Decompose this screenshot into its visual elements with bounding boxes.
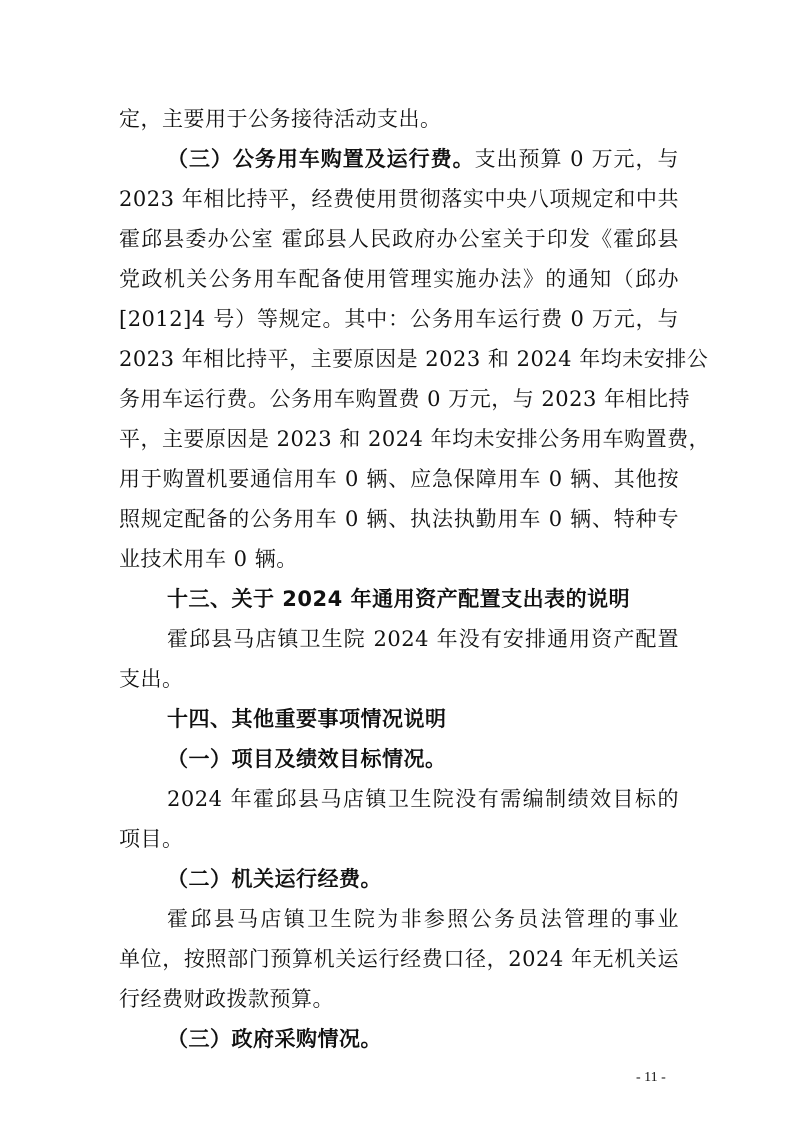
- paragraph-line: 项目。: [119, 827, 184, 851]
- paragraph-line: 2024 年霍邱县马店镇卫生院没有需编制绩效目标的: [167, 787, 679, 811]
- paragraph-line: 用于购置机要通信用车 0 辆、应急保障用车 0 辆、其他按: [119, 467, 679, 491]
- paragraph-line: 党政机关公务用车配备使用管理实施办法》的通知（邱办: [119, 267, 679, 291]
- paragraph-line: 霍邱县委办公室 霍邱县人民政府办公室关于印发《霍邱县: [119, 227, 679, 251]
- section-heading-14: 十四、其他重要事项情况说明: [167, 707, 447, 731]
- paragraph-line: 行经费财政拨款预算。: [119, 987, 334, 1011]
- paragraph-line: 照规定配备的公务用车 0 辆、执法执勤用车 0 辆、特种专: [119, 507, 679, 531]
- subsection-heading: （一）项目及绩效目标情况。: [167, 747, 447, 771]
- subsection-heading: （二）机关运行经费。: [167, 867, 382, 891]
- paragraph-line: 平，主要原因是 2023 和 2024 年均未安排公务用车购置费，: [119, 427, 711, 451]
- paragraph-line: 业技术用车 0 辆。: [119, 547, 298, 571]
- subsection-heading: （三）公务用车购置及运行费。: [167, 147, 475, 171]
- paragraph-line: 支出。: [119, 667, 184, 691]
- paragraph-line: 单位，按照部门预算机关运行经费口径，2024 年无机关运: [119, 947, 679, 971]
- paragraph-line: 霍邱县马店镇卫生院为非参照公务员法管理的事业: [167, 907, 679, 931]
- paragraph-line: 2023 年相比持平，经费使用贯彻落实中央八项规定和中共: [119, 187, 679, 211]
- paragraph-line: 霍邱县马店镇卫生院 2024 年没有安排通用资产配置: [167, 627, 679, 651]
- paragraph-line: [167, 145, 679, 173]
- subsection-heading: （三）政府采购情况。: [167, 1027, 382, 1051]
- section-heading-13: 十三、关于 2024 年通用资产配置支出表的说明: [167, 587, 631, 611]
- paragraph-line: 务用车运行费。公务用车购置费 0 万元，与 2023 年相比持: [119, 387, 691, 411]
- paragraph-line: 定，主要用于公务接待活动支出。: [119, 107, 442, 131]
- paragraph-line: [2012]4 号）等规定。其中：公务用车运行费 0 万元，与: [119, 307, 679, 331]
- paragraph-line: 2023 年相比持平，主要原因是 2023 和 2024 年均未安排公: [119, 347, 709, 371]
- page-number: - 11 -: [636, 1070, 666, 1085]
- paragraph-text: 支出预算 0 万元，与: [474, 147, 679, 171]
